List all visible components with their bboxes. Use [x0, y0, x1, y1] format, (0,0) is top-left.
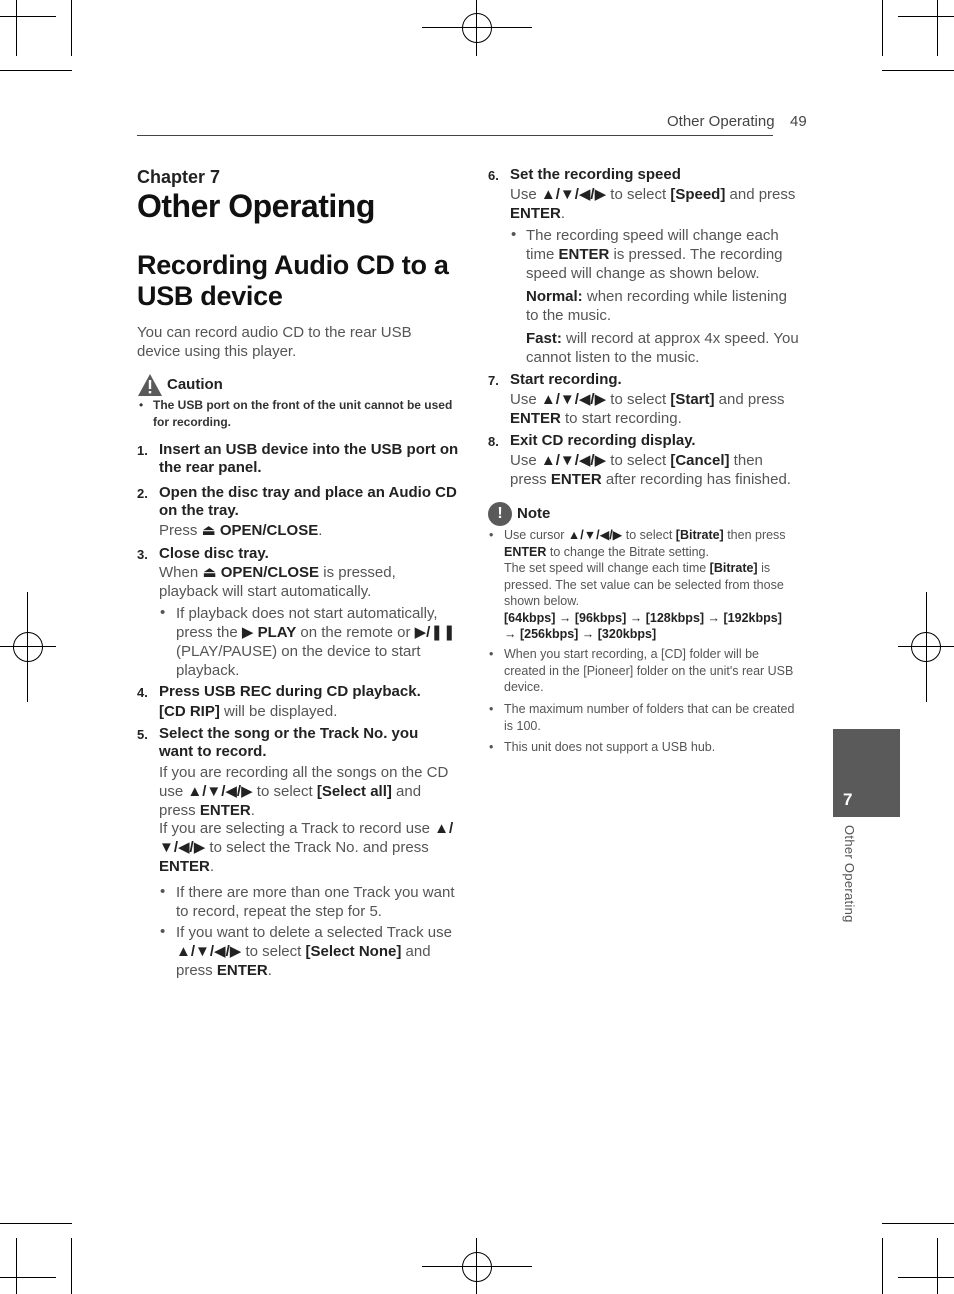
bullet-dot: • — [160, 604, 166, 621]
header-section-name: Other Operating — [667, 113, 775, 130]
note-item: Use cursor ▲/▼/◀/▶ to select [Bitrate] then press ENTER to change the Bitrate setting. The set speed will change each time [Bitrate] is pressed. The set value can be selected from those shown below. [64kbps] → [96kbps] → [128kbps] → [192kbps] → [256kbps] → [320kbps] — [504, 527, 804, 643]
step-heading: Exit CD recording display. — [510, 432, 696, 449]
step-body: If you are recording all the songs on the CD use ▲/▼/◀/▶ to select [Select all] and press ENTER. — [159, 764, 449, 819]
step-heading: Insert an USB device into the USB port on the rear panel. — [159, 441, 459, 476]
arrow-keys-icon: ▲/▼/◀/▶ — [176, 943, 242, 960]
step-bullet: If playback does not start automatically, press the ▶ PLAY on the remote or ▶/❚❚ (PLAY/PAUSE) on the device to start playback. — [176, 605, 456, 679]
speed-normal-desc: Normal: when recording while listening to the music. — [526, 288, 787, 324]
arrow-keys-icon: ▲/▼/◀/▶ — [540, 186, 607, 203]
step-number: 5. — [137, 727, 148, 742]
arrow-keys-icon: ▲/▼/◀/▶ — [187, 783, 253, 800]
bullet-dot: • — [160, 883, 166, 900]
caution-item: The USB port on the front of the unit cannot be used for recording. — [153, 398, 453, 429]
section-intro: You can record audio CD to the rear USB device using this player. — [137, 324, 412, 360]
note-icon: ! — [488, 502, 512, 526]
step-bullet: If you want to delete a selected Track use ▲/▼/◀/▶ to select [Select None] and press ENTER. — [176, 924, 452, 979]
step-heading: Press USB REC during CD playback. — [159, 683, 421, 700]
caution-bullet: • — [139, 398, 144, 412]
chapter-tab-number: 7 — [843, 790, 853, 809]
caution-title: Caution — [167, 376, 223, 393]
step-bullet: The recording speed will change each time ENTER is pressed. The recording speed will change as shown below. — [526, 227, 783, 282]
speed-fast-desc: Fast: will record at approx 4x speed. You cannot listen to the music. — [526, 330, 799, 366]
step-number: 4. — [137, 685, 148, 700]
step-number: 2. — [137, 486, 148, 501]
note-item: When you start recording, a [CD] folder will be created in the [Pioneer] folder on the unit's rear USB device. — [504, 647, 794, 694]
arrow-keys-icon: ▲/▼/◀/▶ — [567, 528, 623, 542]
step-body: [CD RIP] will be displayed. — [159, 703, 338, 720]
step-number: 8. — [488, 434, 499, 449]
arrow-keys-icon: ▲/▼/◀/▶ — [540, 452, 607, 469]
arrow-keys-icon: ▲/▼/◀/▶ — [159, 820, 454, 856]
step-body: If you are selecting a Track to record use ▲/▼/◀/▶ to select the Track No. and press ENTER. — [159, 820, 454, 875]
chapter-title: Other Operating — [137, 188, 375, 224]
step-heading: Close disc tray. — [159, 545, 269, 562]
step-heading: Select the song or the Track No. you want to record. — [159, 725, 419, 760]
bitrate-list: → [256kbps] → [320kbps] — [504, 627, 657, 641]
bitrate-list: [64kbps] → [96kbps] → [128kbps] → [192kbps] — [504, 610, 782, 625]
step-bullet: If there are more than one Track you want to record, repeat the step for 5. — [176, 884, 455, 920]
bullet-dot: • — [489, 647, 494, 661]
bullet-dot: • — [489, 740, 494, 754]
arrow-keys-icon: ▲/▼/◀/▶ — [540, 391, 607, 408]
step-heading: Set the recording speed — [510, 166, 681, 183]
bullet-dot: • — [511, 226, 517, 243]
step-body: Use ▲/▼/◀/▶ to select [Speed] and press ENTER. — [510, 186, 796, 222]
bullet-dot: • — [489, 702, 494, 716]
step-number: 6. — [488, 168, 499, 183]
step-body: Press ⏏ OPEN/CLOSE. — [159, 522, 323, 539]
bullet-dot: • — [489, 528, 494, 542]
note-item: The maximum number of folders that can be created is 100. — [504, 702, 795, 733]
note-title: Note — [517, 505, 551, 522]
page-number: 49 — [790, 113, 807, 130]
caution-icon — [137, 373, 163, 397]
step-number: 3. — [137, 547, 148, 562]
step-body: Use ▲/▼/◀/▶ to select [Cancel] then press ENTER after recording has finished. — [510, 452, 791, 488]
step-number: 7. — [488, 373, 499, 388]
step-heading: Open the disc tray and place an Audio CD on the tray. — [159, 484, 457, 519]
chapter-label: Chapter 7 — [137, 167, 221, 187]
bullet-dot: • — [160, 923, 166, 940]
header-rule — [137, 135, 773, 136]
step-number: 1. — [137, 443, 148, 458]
note-item: This unit does not support a USB hub. — [504, 740, 716, 754]
step-body: When ⏏ OPEN/CLOSE is pressed, playback will start automatically. — [159, 564, 396, 600]
step-body: Use ▲/▼/◀/▶ to select [Start] and press ENTER to start recording. — [510, 391, 785, 427]
section-title: Recording Audio CD to a USB device — [137, 250, 449, 311]
step-heading: Start recording. — [510, 371, 622, 388]
chapter-tab-label: Other Operating — [842, 825, 857, 923]
